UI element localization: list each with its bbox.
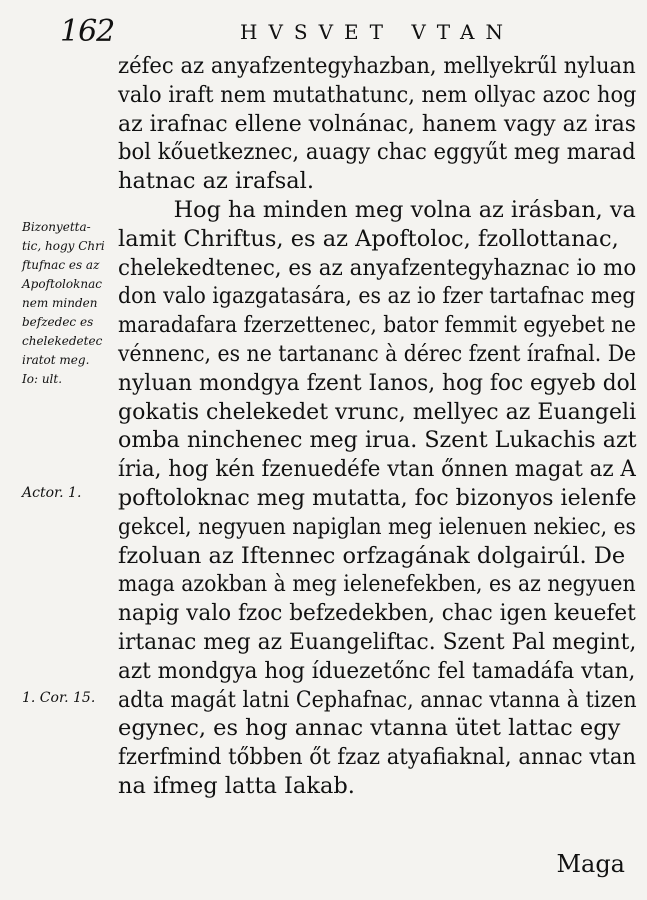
text-line: gekcel, negyuen napiglan meg ielenuen nekiec, es (118, 513, 636, 540)
text-line: adta magát latni Cephafnac, annac vtanna à tizen (118, 686, 637, 713)
text-line: gokatis chelekedet vrunc, mellyec az Euangeli (118, 398, 637, 425)
text-line: egynec, es hog annac vtanna ütet lattac egy (118, 715, 621, 742)
margin-note-line: Apoftoloknac (22, 277, 102, 291)
margin-note-line: tic, hogy Chri (22, 239, 105, 253)
text-line: fzoluan az Iftennec orfzagának dolgairúl. De (118, 542, 626, 569)
text-line: fzerfmind tőbben őt fzaz atyafiaknal, annac vtan (118, 744, 637, 771)
margin-note-line: Io: ult. (22, 372, 63, 386)
margin-reference-corinthians: 1. Cor. 15. (22, 690, 96, 706)
margin-note-line: ftufnac es az (22, 258, 100, 272)
text-line: íria, hog kén fzenuedéfe vtan őnnen magat az A (118, 456, 636, 483)
running-title: HVSVET VTAN (240, 20, 514, 44)
text-line: chelekedtenec, es az anyafzentegyhaznac io mo (118, 254, 637, 281)
text-line: nyluan mondgya fzent Ianos, hog foc egyeb dol (118, 369, 637, 396)
margin-note-line: Bizonyetta- (22, 220, 91, 234)
margin-note-line: chelekedetec (22, 334, 103, 348)
margin-note (22, 218, 120, 389)
text-line: bol kőuetkeznec, auagy chac eggyűt meg marad (118, 139, 636, 166)
margin-reference-acts: Actor. 1. (22, 485, 82, 501)
paragraph-start-line: Hog ha minden meg volna az irásban, va (173, 196, 636, 223)
margin-note-line: nem minden (22, 296, 98, 310)
text-line: napig valo fzoc befzedekben, chac igen keuefet (118, 600, 636, 627)
text-line: irtanac meg az Euangeliftac. Szent Pal megint, (118, 628, 637, 655)
text-line: maga azokban à meg ielenefekben, es az negyuen (118, 571, 636, 598)
text-line: poftoloknac meg mutatta, foc bizonyos ielenfe (118, 484, 637, 511)
margin-note-line: befzedec es (22, 315, 94, 329)
text-line: valo iraft nem mutathatunc, nem ollyac azoc hog (118, 81, 637, 108)
text-line: na ifmeg latta Iakab. (118, 772, 355, 799)
text-line: don valo igazgatasára, es az io fzer tartafnac meg (118, 283, 636, 310)
body-text (118, 52, 636, 801)
catchword: Maga (556, 850, 625, 878)
text-line: hatnac az irafsal. (118, 168, 315, 195)
text-line: azt mondgya hog íduezetőnc fel tamadáfa vtan, (118, 657, 636, 684)
margin-note-line: iratot meg. (22, 353, 90, 367)
text-line: lamit Chriftus, es az Apoftoloc, fzollottanac, (118, 225, 619, 252)
text-line: az irafnac ellene volnánac, hanem vagy az iras (118, 110, 637, 137)
text-line: omba ninchenec meg irua. Szent Lukachis azt (118, 427, 637, 454)
text-line: vénnenc, es ne tartananc à dérec fzent írafnal. De (118, 340, 637, 367)
text-line: zéfec az anyafzentegyhazban, mellyekrűl nyluan (118, 53, 636, 79)
text-line: maradafara fzerzettenec, bator femmit egyebet ne (118, 312, 636, 339)
page-number: 162 (60, 14, 115, 49)
